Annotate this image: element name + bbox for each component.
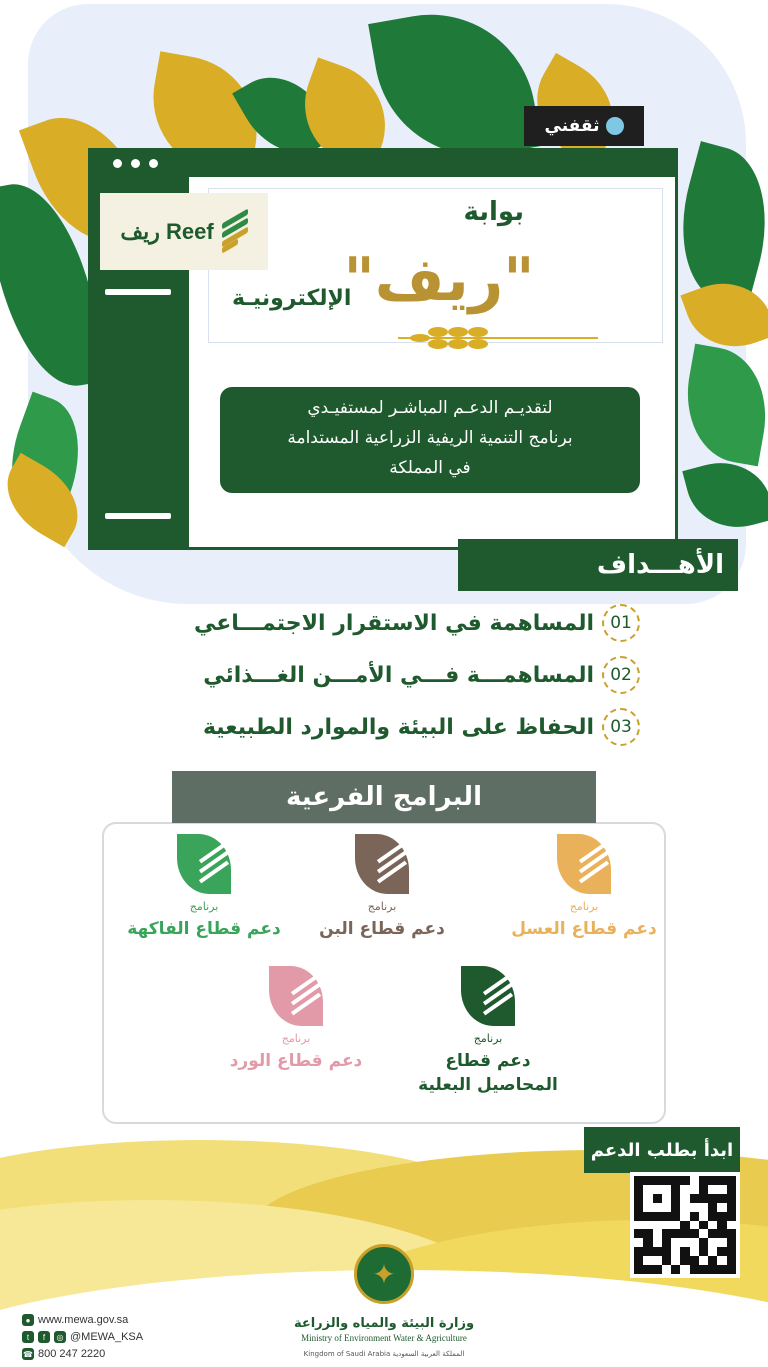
description-box — [220, 387, 640, 493]
sub-programs-heading: البرامج الفرعية — [172, 771, 596, 823]
reef-logo-text: ريف Reef — [120, 218, 214, 244]
lightbulb-icon — [606, 117, 624, 135]
facebook-icon: f — [38, 1331, 50, 1343]
window-dot-icon — [131, 159, 140, 168]
start-request-button[interactable]: ابدأ بطلب الدعم — [584, 1127, 740, 1173]
title-line1: بوابة — [463, 197, 524, 227]
program-label: برنامج — [281, 1032, 311, 1045]
description-line2: برنامج التنمية الريفية الزراعية المستدامة — [287, 428, 573, 448]
goal-number: 02 — [602, 656, 640, 694]
window-title-bar — [91, 151, 675, 177]
goal-text: الحفاظ على البيئة والموارد الطبيعية — [202, 714, 594, 740]
program-label: برنامج — [367, 900, 397, 913]
program-rainfed-crops-icon — [461, 966, 515, 1026]
program-fruit[interactable] — [104, 834, 304, 941]
goal-number: 01 — [602, 604, 640, 642]
social-text: @MEWA_KSA — [70, 1331, 144, 1343]
goal-item — [194, 603, 640, 643]
contact-social[interactable] — [22, 1331, 143, 1343]
program-honey-icon — [557, 834, 611, 894]
goal-item — [203, 707, 640, 747]
description-line1: لتقديـم الدعـم المباشـر لمستفيـدي — [307, 398, 553, 418]
program-coffee[interactable] — [282, 834, 482, 941]
globe-icon: ● — [22, 1314, 34, 1326]
sidebar-line — [105, 513, 171, 519]
goal-text: المساهمة في الاستقرار الاجتمـــاعي — [193, 610, 594, 636]
contact-website[interactable] — [22, 1314, 128, 1326]
ministry-name-en: Ministry of Environment Water & Agriculture — [301, 1333, 467, 1343]
window-dot-icon — [149, 159, 158, 168]
program-coffee-icon — [355, 834, 409, 894]
program-rainfed-crops[interactable] — [388, 966, 588, 1097]
goals-heading: الأهـــداف — [458, 539, 738, 591]
program-roses[interactable] — [196, 966, 396, 1073]
goal-item — [203, 655, 640, 695]
program-name — [388, 1049, 588, 1097]
twitter-icon: t — [22, 1331, 34, 1343]
program-roses-icon — [269, 966, 323, 1026]
phone-icon: ☎ — [23, 1349, 33, 1359]
goal-number: 03 — [602, 708, 640, 746]
website-text: www.mewa.gov.sa — [38, 1314, 129, 1326]
ministry-name-ar: وزارة البيئة والمياه والزراعة — [293, 1316, 475, 1331]
program-name: دعم قطاع الورد — [229, 1051, 363, 1071]
program-label: برنامج — [189, 900, 219, 913]
contact-phone[interactable] — [22, 1348, 105, 1360]
phone-text: 800 247 2220 — [38, 1348, 106, 1360]
program-name-line1: دعم قطاع — [445, 1051, 531, 1071]
program-fruit-icon — [177, 834, 231, 894]
qr-code[interactable] — [630, 1172, 740, 1278]
wheat-icon — [398, 320, 598, 350]
ministry-emblem-icon: ✦ — [354, 1244, 414, 1304]
title-line3: الإلكترونيـة — [232, 286, 352, 311]
program-honey[interactable] — [484, 834, 684, 941]
description-line3: في المملكة — [389, 458, 471, 478]
window-dot-icon — [113, 159, 122, 168]
program-name: دعم قطاع البن — [319, 919, 445, 939]
instagram-icon: ◎ — [54, 1331, 66, 1343]
watermark-badge — [524, 106, 644, 146]
program-name-line2: المحاصيل البعلية — [418, 1075, 558, 1095]
watermark-text: ثقفني — [544, 116, 600, 136]
program-label: برنامج — [473, 1032, 503, 1045]
program-name: دعم قطاع الفاكهة — [127, 919, 281, 939]
program-label: برنامج — [569, 900, 599, 913]
program-name: دعم قطاع العسل — [511, 919, 657, 939]
title-main: "ريف" — [343, 245, 535, 315]
ministry-kingdom: Kingdom of Saudi Arabia المملكة العربية السعودية — [303, 1350, 465, 1358]
goal-text: المساهمـــة فـــي الأمـــن الغـــذائي — [203, 662, 594, 688]
